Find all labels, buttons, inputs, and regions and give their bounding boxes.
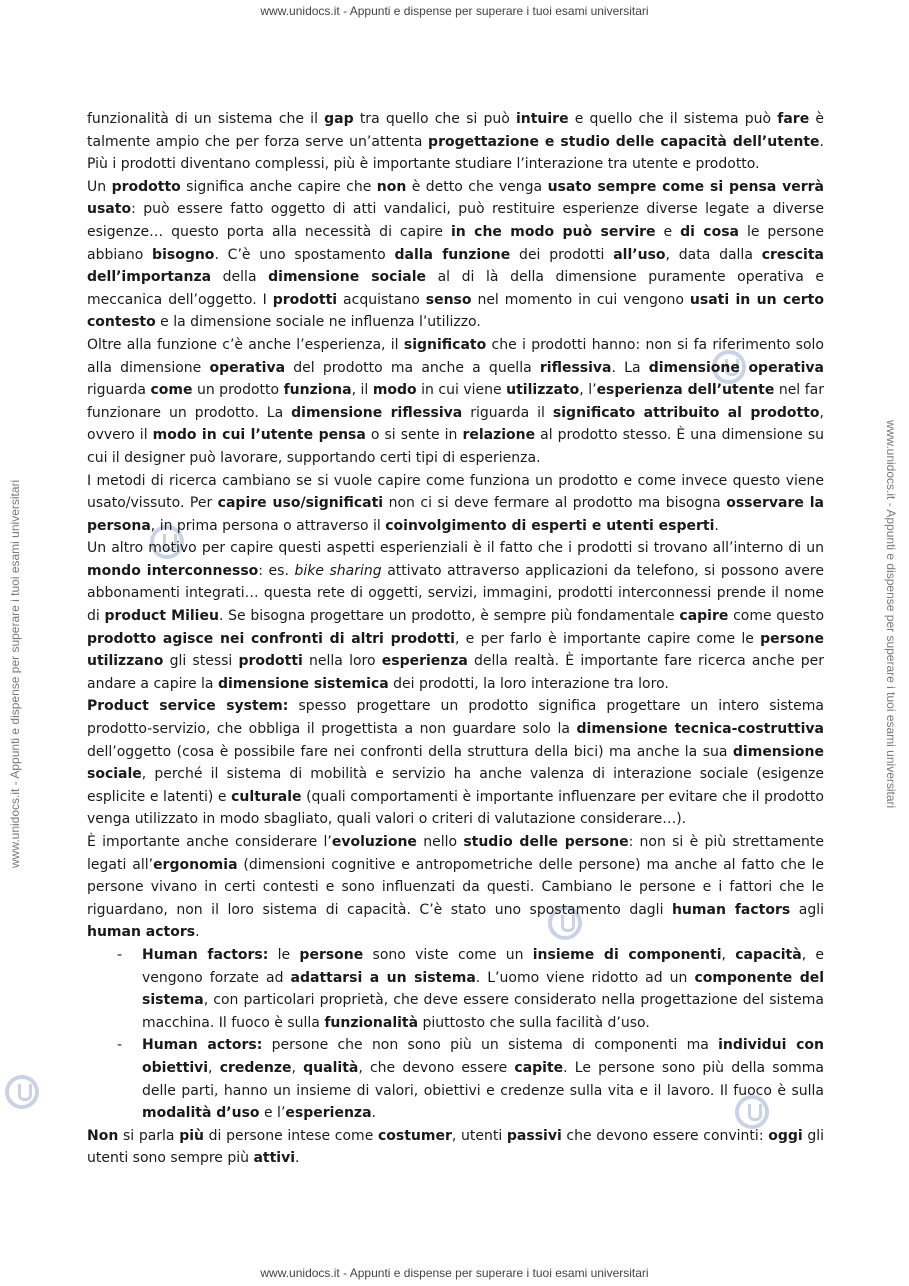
- text-run: sono viste come un: [363, 946, 533, 963]
- text-run: .: [195, 924, 200, 941]
- text-run: in cui viene: [416, 382, 507, 399]
- bold-text: prodotti: [272, 291, 338, 308]
- paragraph: [87, 334, 824, 470]
- page-header-watermark: www.unidocs.it - Appunti e dispense per superare i tuoi esami universitari: [260, 4, 649, 18]
- bold-text: prodotto agisce nei confronti di altri prodotti: [87, 630, 455, 647]
- bullet-dash: -: [117, 946, 123, 963]
- text-run: Oltre alla funzione c’è anche l’esperienza, il: [87, 336, 404, 353]
- text-run: nella loro: [302, 653, 382, 670]
- paragraph: [87, 108, 824, 176]
- text-run: significa anche capire che: [180, 178, 377, 195]
- text-run: riguarda il: [462, 404, 553, 421]
- text-run: (dimensioni cognitive e antropometriche delle persone) ma anche al fatto che le persone vivano in certi contesti e sono influenzati da questi. Cambiano le persone e i fattori che le riguardano, non il loro sistema di capacità. C’è stato uno spostamento dagli: [87, 856, 824, 918]
- bold-text: Human actors:: [142, 1037, 263, 1054]
- text-run: , ovvero il: [87, 404, 824, 444]
- text-run: . Le persone sono più della somma delle parti, hanno un insieme di valori, obiettivi e credenze sulla vita e il lavoro. Il fuoco è sulla: [142, 1059, 824, 1099]
- list-item: [87, 944, 824, 1034]
- text-run: le: [268, 946, 300, 963]
- page-footer-watermark: www.unidocs.it - Appunti e dispense per superare i tuoi esami universitari: [260, 1266, 649, 1280]
- bold-text: capire: [679, 608, 729, 625]
- bold-text: ergonomia: [153, 856, 238, 873]
- text-run: , utenti: [451, 1127, 507, 1144]
- bold-text: persone utilizzano: [87, 630, 824, 670]
- bold-text: esperienza dell’utente: [596, 382, 775, 399]
- text-run: e l’: [259, 1105, 286, 1122]
- document-body: [87, 108, 824, 1170]
- text-run: , in prima persona o attraverso il: [150, 517, 386, 534]
- bold-text: dimensione riflessiva: [291, 404, 463, 421]
- bold-text: funziona: [283, 382, 352, 399]
- text-run: , perché il sistema di mobilità e servizio ha anche valenza di interazione sociale (esigenze esplicite e latenti) e: [87, 766, 824, 805]
- bold-text: crescita dell’importanza: [87, 246, 824, 286]
- bold-text: senso: [425, 291, 472, 308]
- text-run: I metodi di ricerca cambiano se si vuole capire come funziona un prodotto e come invece questo viene usato/vissuto. Per: [87, 472, 824, 512]
- text-run: dei prodotti, la loro interazione tra loro.: [388, 675, 669, 692]
- text-run: , l’: [579, 382, 597, 399]
- bold-text: human actors: [87, 924, 196, 941]
- text-run: al prodotto stesso. È una dimensione su cui il designer può lavorare, supportando certi tipi di esperienza.: [87, 427, 824, 466]
- text-run: . L’uomo viene ridotto ad un: [475, 969, 695, 986]
- text-run: gli utenti sono sempre più: [87, 1127, 825, 1167]
- text-run: , con particolari proprietà, che deve essere considerato nella progettazione del sistema macchina. Il fuoco è sulla: [142, 992, 824, 1031]
- text-run: acquistano: [337, 291, 426, 308]
- side-watermark-right: www.unidocs.it - Appunti e dispense per superare i tuoi esami universitari: [884, 420, 898, 809]
- bold-text: culturale: [231, 788, 302, 805]
- bold-text: modo in cui l’utente pensa: [152, 427, 366, 444]
- bold-text: progettazione e studio delle capacità dell’utente: [428, 133, 820, 150]
- text-run: nel far funzionare un prodotto. La: [87, 382, 824, 421]
- bold-text: componente del sistema: [142, 969, 825, 1009]
- text-run: un prodotto: [192, 382, 284, 399]
- text-run: : es.: [258, 562, 295, 579]
- text-run: .: [714, 517, 719, 534]
- text-run: gli stessi: [163, 653, 239, 670]
- list-item: [87, 1034, 824, 1124]
- bold-text: human factors: [671, 901, 791, 918]
- text-run: Un: [87, 178, 112, 195]
- unidocs-logo-icon: [5, 1075, 39, 1109]
- text-run: dei prodotti: [510, 246, 614, 263]
- bold-text: dimensione sociale: [87, 743, 824, 783]
- text-run: ,: [291, 1059, 304, 1076]
- bold-text: product Milieu: [104, 608, 219, 625]
- bold-text: in che modo può servire: [451, 223, 656, 240]
- text-run: dell’oggetto (cosa è possibile fare nei confronti della struttura della bici) ma anche la sua: [87, 743, 733, 760]
- text-run: è talmente ampio che per forza serve un’attenta: [87, 111, 824, 150]
- bullet-list: [87, 944, 824, 1125]
- text-run: che i prodotti hanno: non si fa riferimento solo alla dimensione: [87, 336, 825, 376]
- text-run: È importante anche considerare l’: [87, 834, 332, 850]
- text-run: al di là della dimensione puramente operativa e meccanica dell’oggetto. I: [87, 269, 825, 308]
- bold-text: adattarsi a un sistema: [290, 969, 476, 986]
- bold-text: Product service system:: [87, 698, 289, 715]
- text-run: : può essere fatto oggetto di atti vandalici, può restituire esperienze diverse legate a diverse esigenze… questo porta alla necessità di capire: [87, 201, 824, 240]
- bold-text: modo: [372, 382, 417, 399]
- text-run: e: [655, 223, 681, 240]
- bold-text: riflessiva: [539, 359, 612, 376]
- text-run: funzionalità di un sistema che il: [87, 111, 325, 127]
- bold-text: più: [179, 1127, 204, 1144]
- bold-text: come: [150, 382, 193, 399]
- paragraphs: [87, 108, 824, 944]
- text-run: , e vengono forzate ad: [142, 946, 825, 986]
- text-run: ,: [721, 946, 736, 963]
- text-run: tra quello che si può: [353, 111, 516, 127]
- text-run: si parla: [118, 1127, 180, 1144]
- text-run: che devono essere convinti:: [561, 1127, 769, 1144]
- text-run: , che devono essere: [358, 1059, 515, 1076]
- text-run: attivato attraverso applicazioni da telefono, si possono avere abbonamenti integrati… questa rete di oggetti, servizi, immagini, prodotti interconnessi prende il nome di: [87, 562, 824, 625]
- bold-text: studio delle persone: [463, 834, 629, 850]
- text-run: .: [295, 1150, 300, 1167]
- text-run: o si sente in: [365, 427, 463, 444]
- bold-text: esperienza: [381, 653, 468, 670]
- bold-text: utilizzato: [506, 382, 580, 399]
- bold-text: oggi: [768, 1127, 803, 1144]
- bold-text: individui con obiettivi: [142, 1037, 825, 1076]
- text-run: come questo: [728, 608, 825, 625]
- paragraph: [87, 537, 824, 695]
- text-run: della: [211, 269, 269, 286]
- bold-text: Human factors:: [142, 946, 269, 963]
- bold-text: funzionalità: [324, 1014, 419, 1031]
- bold-text: dalla funzione: [394, 246, 511, 263]
- bold-text: significato: [403, 336, 487, 353]
- bullet-dash: -: [117, 1037, 123, 1054]
- paragraph: [87, 831, 824, 944]
- bold-text: Non: [87, 1127, 119, 1144]
- text-run: riguarda: [87, 382, 151, 399]
- text-run: ,: [208, 1059, 220, 1076]
- bold-text: attivi: [253, 1150, 296, 1167]
- bold-text: costumer: [377, 1127, 452, 1144]
- bold-text: relazione: [462, 427, 536, 444]
- text-run: . Più i prodotti diventano complessi, più è importante studiare l’interazione tra utente e prodotto.: [87, 133, 824, 173]
- text-run: .: [371, 1105, 376, 1122]
- paragraph: [87, 470, 824, 538]
- italic-text: bike sharing: [294, 562, 382, 579]
- bold-text: significato attribuito al prodotto: [552, 404, 820, 421]
- paragraph: [87, 176, 824, 334]
- text-run: agli: [790, 901, 824, 918]
- bold-text: evoluzione: [331, 834, 417, 850]
- bold-text: bisogno: [152, 246, 215, 263]
- text-run: le persone abbiano: [87, 223, 825, 263]
- text-run: , il: [351, 382, 373, 399]
- bold-text: dimensione sistemica: [217, 675, 389, 692]
- text-run: non ci si deve fermare al prodotto ma bisogna: [383, 495, 727, 512]
- text-run: di persone intese come: [203, 1127, 378, 1144]
- text-run: e la dimensione sociale ne influenza l’utilizzo.: [155, 314, 481, 331]
- text-run: della realtà. È importante fare ricerca anche per andare a capire la: [87, 653, 824, 692]
- bold-text: credenze: [219, 1059, 292, 1076]
- text-run: spesso progettare un prodotto significa progettare un intero sistema prodotto-servizio, che obbliga il progettista a non guardare solo la: [87, 698, 824, 738]
- text-run: e quello che il sistema può: [568, 111, 778, 127]
- bold-text: capire uso/significati: [217, 495, 384, 512]
- closing-paragraph: [87, 1125, 824, 1170]
- bold-text: modalità d’uso: [142, 1105, 260, 1122]
- text-run: è detto che venga: [406, 178, 548, 195]
- paragraph: [87, 695, 824, 831]
- text-run: , e per farlo è importante capire come le: [454, 630, 761, 647]
- bold-text: dimensione sociale: [268, 269, 427, 286]
- bold-text: mondo interconnesso: [87, 562, 259, 579]
- bold-text: usato sempre come si pensa verrà usato: [87, 178, 824, 218]
- text-run: (quali comportamenti è importante influenzare per evitare che il prodotto venga utilizzato in modo sbagliato, quali valori o criteri di valutazione considerare…).: [87, 788, 824, 828]
- bold-text: all’uso: [613, 246, 666, 263]
- text-run: nel momento in cui vengono: [471, 291, 690, 308]
- bold-text: capite: [514, 1059, 564, 1076]
- bold-text: insieme di componenti: [532, 946, 722, 963]
- bold-text: passivi: [506, 1127, 562, 1144]
- text-run: piuttosto che sulla facilità d’uso.: [418, 1014, 650, 1031]
- bold-text: prodotto: [111, 178, 181, 195]
- text-run: Un altro motivo per capire questi aspetti esperienziali è il fatto che i prodotti si trovano all’interno di un: [87, 540, 824, 557]
- side-watermark-left: www.unidocs.it - Appunti e dispense per superare i tuoi esami universitari: [8, 479, 22, 868]
- bold-text: operativa: [209, 359, 286, 376]
- text-run: . La: [611, 359, 649, 376]
- text-run: nello: [416, 834, 464, 850]
- text-run: : non si è più strettamente legati all’: [87, 834, 825, 873]
- text-run: persone che non sono più un sistema di componenti ma: [262, 1037, 719, 1054]
- text-run: del prodotto ma anche a quella: [285, 359, 540, 376]
- bold-text: coinvolgimento di esperti e utenti esperti: [385, 517, 715, 534]
- bold-text: fare: [777, 111, 810, 127]
- text-run: , data dalla: [665, 246, 762, 263]
- bold-text: usati in un certo contesto: [87, 291, 824, 331]
- bold-text: non: [376, 178, 407, 195]
- bold-text: intuire: [515, 111, 569, 127]
- bold-text: persone: [299, 946, 364, 963]
- bold-text: gap: [324, 111, 354, 127]
- bold-text: dimensione tecnica-costruttiva: [576, 721, 824, 738]
- bold-text: prodotti: [238, 653, 303, 670]
- bold-text: qualità: [303, 1059, 359, 1076]
- bold-text: capacità: [735, 946, 802, 963]
- bold-text: di cosa: [680, 223, 739, 240]
- bold-text: osservare la persona: [87, 495, 825, 534]
- text-run: . C’è uno spostamento: [214, 246, 395, 263]
- text-run: . Se bisogna progettare un prodotto, è sempre più fondamentale: [218, 608, 680, 625]
- bold-text: dimensione operativa: [648, 359, 824, 376]
- bold-text: esperienza: [285, 1105, 372, 1122]
